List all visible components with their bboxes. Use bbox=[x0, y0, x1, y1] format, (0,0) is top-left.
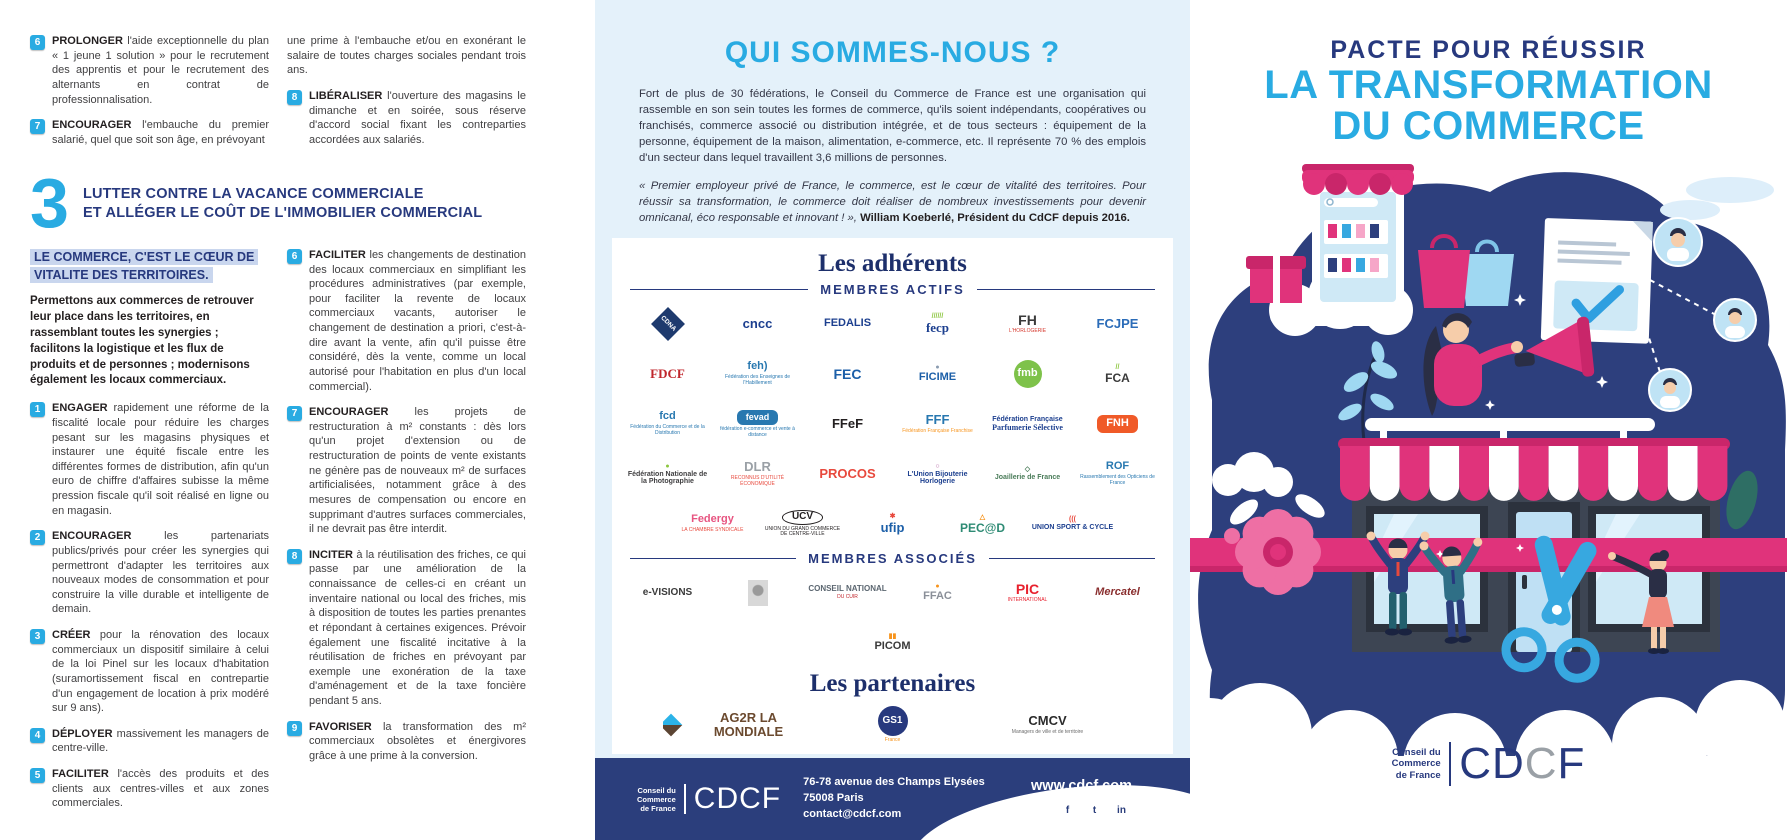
item-text: LIBÉRALISER l'ouverture des magasins le dimanche et en soirée, sous réserve d'accord social fixant les contreparties accordées aux salariés. bbox=[309, 89, 526, 146]
logo-mark-icon: △ bbox=[979, 513, 986, 521]
logo-mercatel bbox=[1075, 570, 1160, 616]
logo-mark-icon: ✱ bbox=[889, 513, 896, 521]
logo-label: ROF bbox=[1105, 460, 1130, 473]
logo-ffef bbox=[805, 401, 890, 447]
logo-label: UNION SPORT & CYCLE bbox=[1031, 524, 1114, 532]
logo-conseil-national bbox=[805, 570, 890, 616]
contact-email[interactable]: contact@cdcf.com bbox=[803, 807, 902, 820]
gift-icon bbox=[1246, 248, 1306, 303]
logo-gs1 bbox=[818, 702, 968, 748]
logo-procos bbox=[805, 451, 890, 497]
logo-fcd bbox=[625, 401, 710, 447]
cover-title-line1: PACTE POUR RÉUSSIR bbox=[1330, 36, 1647, 64]
logo-label: Federgy bbox=[691, 513, 734, 526]
logo-parfumerie-s-lective bbox=[985, 401, 1070, 447]
numbered-item-9 bbox=[287, 720, 526, 764]
item-text: CRÉER pour la rénovation des locaux commerciaux un dispositif similaire à celui de la loi Pinel sur les locaux d'habitation (suramortissement fiscal en contrepartie d'un engagement de location à prix modéré sur 9 ans). bbox=[52, 629, 269, 715]
logo-cdna bbox=[625, 301, 710, 347]
logo-fec bbox=[805, 351, 890, 397]
who-are-we-title: QUI SOMMES-NOUS ? bbox=[724, 36, 1061, 69]
item-text: FAVORISER la transformation des m² commerciaux obsolètes et énergivores grâce à une prime à la conversion. bbox=[309, 720, 526, 762]
logo-fnh bbox=[1075, 401, 1160, 447]
item-text: DÉPLOYER massivement les managers de centre-ville. bbox=[52, 727, 269, 755]
logo-label: cncc bbox=[742, 316, 773, 332]
logo-label: L'Union Bijouterie Horlogerie bbox=[907, 470, 968, 485]
logo-mark-icon: ● bbox=[935, 583, 940, 591]
logo-fecp bbox=[895, 301, 980, 347]
section-column-2 bbox=[287, 248, 526, 822]
partenaires-logos bbox=[622, 702, 1163, 748]
cdcf-logo-white bbox=[637, 784, 781, 814]
logo-fca bbox=[1075, 351, 1160, 397]
logo-federgy bbox=[670, 501, 755, 547]
linkedin-icon[interactable]: in bbox=[1111, 800, 1132, 821]
item-number-badge: 2 bbox=[30, 530, 45, 545]
awning bbox=[1338, 438, 1730, 501]
logo-subtext: fédération e-commerce et vente à distance bbox=[720, 425, 795, 438]
logo-label: CMCV bbox=[1028, 713, 1067, 729]
logo-union-sport-cycle bbox=[1030, 501, 1115, 547]
section-number: 3 bbox=[30, 164, 69, 243]
logo-mark-icon: ////// bbox=[931, 313, 944, 321]
logo-cncc bbox=[715, 301, 800, 347]
logo-label: FCJPE bbox=[1096, 316, 1139, 332]
partenaires-title: Les partenaires bbox=[809, 670, 976, 697]
item-text: INCITER à la réutilisation des friches, ce qui passe par une amélioration de la connaissance de celles-ci en créant un inventaire national ou local des friches, mis à disposition de toutes les parties prenantes et répondant à certaines exigences. Prévoir également une fiscalité incitative à la réutilisation de friches en prévoyant par exemple une exonération de la taxe d'aménagement et de la taxe foncière pendant 5 ans. bbox=[309, 548, 526, 707]
cover-panel bbox=[1190, 0, 1787, 840]
avatar bbox=[1649, 369, 1691, 411]
logo-label: fcd bbox=[659, 410, 676, 423]
logo-label: DLR bbox=[744, 459, 771, 475]
engraved-portrait-logo bbox=[748, 580, 768, 606]
numbered-item-6 bbox=[30, 34, 269, 107]
logo-e-visions bbox=[625, 570, 710, 616]
logo-label: e-VISIONS bbox=[642, 586, 693, 598]
logo-mark-icon: Fédération Française bbox=[992, 415, 1063, 423]
logo-label: AG2R LA MONDIALE bbox=[713, 710, 784, 739]
logo-subtext: Rassemblement des Opticiens de France bbox=[1080, 474, 1155, 486]
numbered-item-3 bbox=[30, 628, 269, 716]
logo-label: FFF bbox=[925, 412, 950, 428]
logo-label: feh) bbox=[747, 360, 768, 373]
item-number-badge: 9 bbox=[287, 721, 302, 736]
membres-associes-logos bbox=[622, 570, 1163, 666]
logo-fh bbox=[985, 301, 1070, 347]
logo-label: Joaillerie de France bbox=[994, 474, 1061, 482]
logo-subtext: INTERNATIONAL bbox=[1007, 597, 1048, 604]
cloud-icon bbox=[1660, 177, 1774, 220]
top-block bbox=[30, 34, 526, 158]
logo-pic bbox=[985, 570, 1070, 616]
logo-ffac bbox=[895, 570, 980, 616]
storefront-illustration bbox=[1190, 150, 1787, 840]
social-icons bbox=[1031, 800, 1132, 821]
logo-label: fecp bbox=[925, 320, 950, 336]
numbered-item-1 bbox=[30, 401, 269, 518]
section-title-line1: LUTTER CONTRE LA VACANCE COMMERCIALE bbox=[82, 186, 424, 203]
item-number-badge: 3 bbox=[30, 629, 45, 644]
avatar bbox=[1654, 218, 1702, 266]
numbered-item-5 bbox=[30, 767, 269, 811]
item-text: ENCOURAGER les partenariats publics/privés pour créer les synergies qui permettront d'adapter les territoires aux nouveaux modes de consommation et pour construire la ville durable et intelligente de demain. bbox=[52, 530, 269, 616]
cdcf-wordmark: CDCF bbox=[693, 782, 782, 815]
address-line2: 75008 Paris bbox=[803, 792, 864, 805]
facebook-icon[interactable]: f bbox=[1057, 800, 1078, 821]
logo-feh- bbox=[715, 351, 800, 397]
logo-label: FCA bbox=[1105, 370, 1130, 385]
logo-label: FH bbox=[1018, 311, 1037, 328]
cover-title bbox=[1190, 36, 1787, 147]
membres-associes-divider: MEMBRES ASSOCIÉS bbox=[630, 551, 1155, 566]
section-column-1 bbox=[30, 248, 269, 822]
section-title bbox=[83, 185, 482, 223]
numbered-item-4 bbox=[30, 727, 269, 756]
about-paragraph: Fort de plus de 30 fédérations, le Conseil du Commerce de France est une organisation qui rassemble en son sein toutes les formes de commerce, qu'ils soient indépendants, coopératives ou franchisés, commerce associé ou distribution intégrée, et de tous secteurs : équipement de la personne, équipement de la maison, alimentation, e-commerce, etc. Il représente 70 % des emplois d'un secteur dans lequel travaillent 3,6 millions de personnes. bbox=[639, 88, 1146, 165]
item-text: FACILITER les changements de destination des locaux commerciaux en simplifiant les procédures administratives (par exemple, pour faciliter la revente de locaux commerciaux vacants, autoriser le changement de destination a priori, c'est-à-dire avant la vente, afin qu'il puisse être considéré, dès la vente, comme un local autorisé pour l'habitation en plus d'un local commercial). bbox=[309, 248, 526, 393]
logo-subtext: L'HORLOGERIE bbox=[1008, 328, 1047, 335]
cdcf-logo-smalltext: Conseil du Commerce de France bbox=[637, 785, 676, 813]
logo-pec-d bbox=[940, 501, 1025, 547]
logo-rof bbox=[1075, 451, 1160, 497]
middle-panel bbox=[595, 0, 1190, 840]
cdcf-wordmark: CDCF bbox=[1459, 739, 1586, 788]
logo-mark-icon: ● bbox=[935, 364, 940, 372]
online-store-phone-icon bbox=[1302, 164, 1414, 310]
item-text: PROLONGER l'aide exceptionnelle du plan « 1 jeune 1 solution » pour le recrutement des apprentis et pour le recrutement des alternants en contrat de professionnalisation. bbox=[52, 35, 269, 106]
logo-fdcf bbox=[625, 351, 710, 397]
item-number-badge: 6 bbox=[287, 249, 302, 264]
logo-ucv bbox=[760, 501, 845, 547]
top-column-2 bbox=[287, 34, 526, 158]
logo-l-union-bijouterie-horlogerie bbox=[895, 451, 980, 497]
quote-attribution: William Koeberlé, Président du CdCF depuis 2016. bbox=[860, 212, 1130, 225]
logo-subtext: Fédération du Commerce et de la Distribution bbox=[630, 424, 705, 436]
logo-mark-icon: ◇ bbox=[1024, 466, 1031, 474]
logo-subtext: Fédération des Enseignes de l'Habillement bbox=[724, 374, 791, 386]
logo-fff bbox=[895, 401, 980, 447]
logo-subtext: RECONNUS D'UTILITÉ ÉCONOMIQUE bbox=[730, 475, 785, 487]
logo-ficime bbox=[895, 351, 980, 397]
top-column-1 bbox=[30, 34, 269, 158]
logo-subtext: DU CUIR bbox=[837, 594, 858, 601]
logo-mark-icon: ○ bbox=[935, 462, 940, 470]
logo-label: Fédération Nationale de la Photographie bbox=[627, 470, 708, 485]
cover-title-line3: DU COMMERCE bbox=[1332, 103, 1645, 148]
logo-joaillerie-de-france bbox=[985, 451, 1070, 497]
logo-fevad bbox=[715, 401, 800, 447]
item-number-badge: 7 bbox=[30, 119, 45, 134]
twitter-icon[interactable]: t bbox=[1084, 800, 1105, 821]
item-text: ENGAGER rapidement une réforme de la fiscalité locale pour réduire les charges pesant sur les magasins physiques et instaurer une équité fiscale entre les différentes formes de distribution, afin qu'un euro de chiffre d'affaires subisse la même pression fiscale qu'il soit réalisé en ligne ou en magasin. bbox=[52, 402, 269, 517]
numbered-item-2 bbox=[30, 529, 269, 617]
logo-ag2r-la-mondiale bbox=[663, 702, 813, 748]
web-block bbox=[1031, 778, 1132, 821]
logo-label: PICOM bbox=[874, 640, 911, 653]
logo-label: fmb bbox=[1014, 360, 1042, 388]
logo-subtext: Fédération Française Franchise bbox=[902, 427, 973, 434]
membres-actifs-logos bbox=[622, 301, 1163, 547]
ag2r-diamond-icon bbox=[663, 714, 682, 737]
contact-footer bbox=[595, 758, 1190, 840]
address-line1: 76-78 avenue des Champs Elysées bbox=[803, 776, 985, 789]
item-text: ENCOURAGER l'embauche du premier salarié, quel que soit son âge, en prévoyant bbox=[52, 119, 269, 146]
logo-fcjpe bbox=[1075, 301, 1160, 347]
item-number-badge: 8 bbox=[287, 549, 302, 564]
logo-mark-icon: ▮▮ bbox=[888, 633, 897, 641]
logo-f-d-ration-nationale-de-la-photographie bbox=[625, 451, 710, 497]
section-title-line2: ET ALLÉGER LE COÛT DE L'IMMOBILIER COMMERCIAL bbox=[82, 205, 483, 222]
numbered-item-8 bbox=[287, 89, 526, 148]
logo-dlr bbox=[715, 451, 800, 497]
logo-subtext: UNION DU GRAND COMMERCE DE CENTRE-VILLE bbox=[764, 525, 841, 538]
logo-mark-icon: ((( bbox=[1069, 516, 1076, 524]
item-number-badge: 1 bbox=[30, 402, 45, 417]
logo-label: PEC@D bbox=[959, 520, 1006, 535]
logo-label: FEDALIS bbox=[823, 317, 872, 330]
logo-label: fevad bbox=[737, 410, 779, 425]
logo-picom bbox=[850, 620, 935, 666]
logo-cmcv bbox=[973, 702, 1123, 748]
logo-fedalis bbox=[805, 301, 890, 347]
cdcf-logo-navy bbox=[1190, 739, 1787, 788]
section-3-header bbox=[30, 164, 526, 243]
logo-label: FICIME bbox=[918, 371, 957, 384]
adherents-title: Les adhérents bbox=[818, 250, 967, 277]
members-card bbox=[612, 238, 1173, 754]
item-number-badge: 6 bbox=[30, 35, 45, 50]
membres-actifs-divider: MEMBRES ACTIFS bbox=[630, 282, 1155, 297]
numbered-item-8 bbox=[287, 548, 526, 709]
logo-label: Parfumerie Sélective bbox=[992, 422, 1063, 432]
lead-highlight: LE COMMERCE, C'EST LE CŒUR DE VITALITE DES TERRITOIRES. bbox=[30, 248, 269, 284]
logo-label: PIC bbox=[1015, 580, 1040, 597]
intro-paragraph: Permettons aux commerces de retrouver leur place dans les territoires, en rassemblant toutes les synergies ; facilitons la logistique et les flux de produits et de personnes ; modernisons également les locaux commerciaux. bbox=[30, 295, 254, 387]
continuation-text: une prime à l'embauche et/ou en exonérant le salaire de toutes charges sociales pendant trois ans. bbox=[287, 35, 526, 77]
pact-document-icon bbox=[1541, 218, 1653, 344]
logo-emblem bbox=[715, 570, 800, 616]
item-number-badge: 7 bbox=[287, 406, 302, 421]
item-text: FACILITER l'accès des produits et des clients aux centres-villes et aux zones commerciales. bbox=[52, 768, 269, 810]
numbered-item-7 bbox=[30, 118, 269, 147]
logo-label: Mercatel bbox=[1095, 586, 1140, 599]
section-3-body bbox=[30, 248, 526, 822]
item-number-badge: 4 bbox=[30, 728, 45, 743]
item-number-badge: 5 bbox=[30, 768, 45, 783]
logo-label: FNH bbox=[1097, 415, 1138, 433]
logo-label: CDNA bbox=[651, 307, 685, 341]
logo-label: FDCF bbox=[650, 366, 685, 382]
logo-subtext: France bbox=[884, 737, 901, 744]
left-panel bbox=[30, 34, 526, 822]
website-link[interactable]: www.cdcf.com bbox=[1031, 777, 1132, 794]
logo-ufip bbox=[850, 501, 935, 547]
logo-label: PROCOS bbox=[819, 466, 876, 482]
cover-title-line2: LA TRANSFORMATION bbox=[1264, 63, 1713, 107]
logo-label: FFeF bbox=[831, 416, 864, 432]
logo-mark-icon: // bbox=[1115, 363, 1120, 371]
logo-subtext: Managers de ville et de territoire bbox=[1011, 728, 1084, 735]
numbered-item-6 bbox=[287, 248, 526, 394]
logo-label: ufip bbox=[880, 520, 905, 536]
logo-label: GS1 bbox=[878, 706, 908, 736]
logo-fmb bbox=[985, 351, 1070, 397]
logo-label: UCV bbox=[782, 510, 823, 525]
numbered-item-7 bbox=[287, 405, 526, 537]
logo-label: FEC bbox=[833, 365, 862, 382]
cdcf-logo-smalltext: Conseil du Commerce de France bbox=[1391, 746, 1441, 781]
item-number-badge: 8 bbox=[287, 90, 302, 105]
item-text: ENCOURAGER les projets de restructuration à m² constants : dès lors qu'un projet d'extension ou de restructuration de points de vente existants ne génère pas de nouveaux m² de surfaces artificialisées, notamment grâce à des mesures de compensation ou encore en supprimant d'autres surfaces commerciales, il ne devrait pas être interdit. bbox=[309, 406, 526, 536]
logo-label: CONSEIL NATIONAL bbox=[808, 583, 887, 593]
logo-subtext: LA CHAMBRE SYNDICALE bbox=[681, 526, 744, 533]
logo-mark-icon: ● bbox=[665, 462, 670, 470]
president-quote: « Premier employeur privé de France, le commerce, est le cœur de vitalité des territoires. Pour réussir sa transformation, le commerce doit réaliser de nombreux investissements pour devenir omnicanal, éco responsable et innovant ! », William Koeberlé, Président du CdCF depuis 2016. bbox=[639, 180, 1146, 225]
avatar bbox=[1714, 299, 1756, 341]
logo-label: FFAC bbox=[923, 590, 952, 603]
